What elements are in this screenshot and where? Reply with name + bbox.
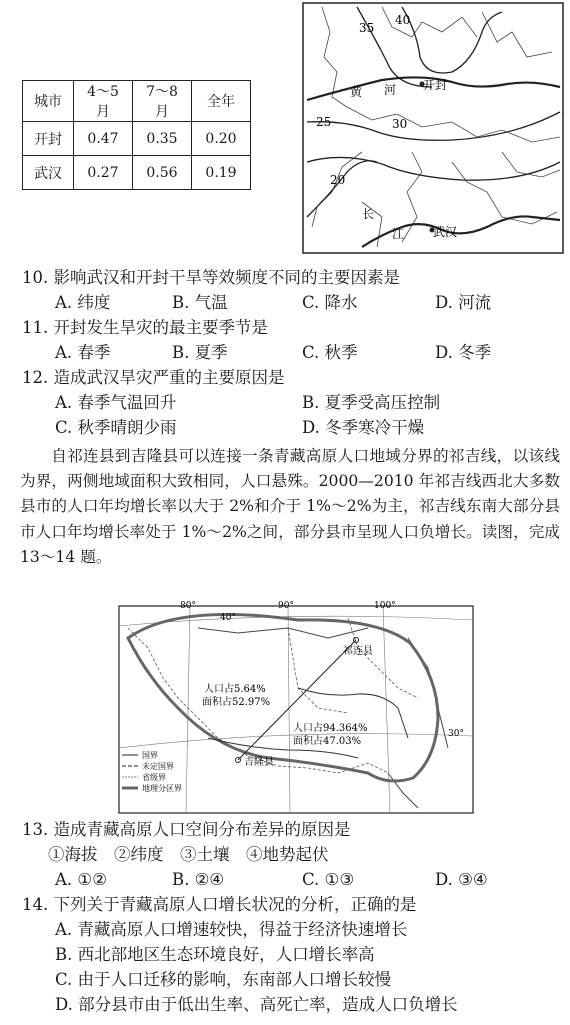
nw-population-share: 人口占5.64%	[204, 684, 266, 695]
q11-option-b[interactable]: B. 夏季	[172, 343, 228, 362]
q11-option-d[interactable]: D. 冬季	[435, 343, 492, 362]
contour-label: 20	[330, 173, 346, 187]
table-cell: 开封	[23, 122, 74, 156]
city-label-kaifeng: 开封	[423, 78, 448, 92]
table-header-row	[23, 81, 251, 122]
se-area-share: 面积占47.03%	[293, 736, 362, 747]
contour-label: 35	[359, 21, 375, 35]
contour-label: 40	[395, 13, 411, 27]
river-label: 黄	[350, 85, 363, 99]
question-13-stem: 13. 造成青藏高原人口空间分布差异的原因是	[22, 820, 351, 839]
q11-option-c[interactable]: C. 秋季	[302, 343, 358, 362]
table-cell: 0.19	[192, 156, 251, 190]
lon-label: 100°	[374, 601, 396, 611]
table-row	[23, 156, 251, 190]
legend-label: 国界	[142, 751, 158, 760]
contour-label: 30	[392, 117, 408, 131]
q13-option-a[interactable]: A. ①②	[55, 870, 107, 889]
legend-label: 地理分区界	[142, 784, 182, 793]
river-label: 江	[392, 227, 405, 241]
q13-option-c[interactable]: C. ①③	[302, 870, 355, 889]
table-cell: 0.56	[133, 156, 192, 190]
table-cell: 0.35	[133, 122, 192, 156]
q12-option-d[interactable]: D. 冬季寒冷干燥	[302, 418, 425, 437]
se-population-share: 人口占94.364%	[293, 723, 368, 734]
passage-text: 自祁连县到吉隆县可以连接一条青藏高原人口地域分界的祁吉线，以该线为界，两侧地域面积大致相同，人口悬殊。2000—2010 年祁吉线西北大多数县市的人口年均增长率以大于 2%和介于 1%～2%为主，祁吉线东南大部分县市人口年均增长率处于 1%～2%之间，部分县市呈现人口负增长。读图，完成 13～14 题。	[20, 447, 560, 566]
table-cell: 0.47	[74, 122, 133, 156]
lat-label: 30°	[448, 729, 464, 739]
city-label-qilian: 祁连县	[343, 646, 373, 657]
q12-option-b[interactable]: B. 夏季受高压控制	[302, 393, 441, 412]
river-label: 长	[362, 207, 375, 221]
q10-option-a[interactable]: A. 纬度	[55, 293, 111, 312]
q12-option-c[interactable]: C. 秋季晴朗少雨	[55, 418, 177, 437]
q14-option-d[interactable]: D. 部分县市由于低出生率、高死亡率，造成人口负增长	[55, 995, 458, 1014]
q14-option-b[interactable]: B. 西北部地区生态环境良好，人口增长率高	[55, 945, 375, 964]
qinghai-tibet-plateau-map	[118, 598, 474, 814]
nw-area-share: 面积占52.97%	[202, 697, 271, 708]
lon-label: 80°	[180, 601, 196, 611]
q13-option-b[interactable]: B. ②④	[172, 870, 225, 889]
q10-option-d[interactable]: D. 河流	[435, 293, 492, 312]
table-header: 全年	[192, 81, 251, 122]
q10-option-c[interactable]: C. 降水	[302, 293, 358, 312]
table-header: 4～5 月	[74, 81, 133, 122]
contour-label: 25	[316, 115, 332, 129]
q10-option-b[interactable]: B. 气温	[172, 293, 228, 312]
table-row	[23, 122, 251, 156]
question-14-stem: 14. 下列关于青藏高原人口增长状况的分析，正确的是	[22, 895, 417, 914]
river-label: 河	[384, 83, 397, 97]
legend-label: 省级界	[142, 773, 166, 782]
table-header: 7～8 月	[133, 81, 192, 122]
table-cell: 武汉	[23, 156, 74, 190]
drought-frequency-table	[22, 80, 251, 190]
question-11-stem: 11. 开封发生旱灾的最主要季节是	[22, 318, 268, 337]
legend-label: 未定国界	[142, 762, 174, 771]
q13-option-d[interactable]: D. ③④	[435, 870, 488, 889]
lon-label: 90°	[278, 601, 294, 611]
table-cell: 0.20	[192, 122, 251, 156]
q14-option-c[interactable]: C. 由于人口迁移的影响，东南部人口增长较慢	[55, 970, 392, 989]
table-header: 城市	[23, 81, 74, 122]
city-label-jilong: 吉隆县	[244, 757, 274, 768]
question-10-stem: 10. 影响武汉和开封干旱等效频度不同的主要因素是	[22, 268, 400, 287]
lat-label: 40°	[220, 613, 236, 623]
q13-items: ①海拔 ②纬度 ③土壤 ④地势起伏	[48, 845, 329, 864]
question-12-stem: 12. 造成武汉旱灾严重的主要原因是	[22, 368, 285, 387]
table-cell: 0.27	[74, 156, 133, 190]
q11-option-a[interactable]: A. 春季	[55, 343, 111, 362]
q12-option-a[interactable]: A. 春季气温回升	[55, 393, 177, 412]
city-label-wuhan: 武汉	[433, 225, 458, 239]
drought-contour-map	[302, 2, 564, 254]
q14-option-a[interactable]: A. 青藏高原人口增速较快，得益于经济快速增长	[55, 920, 408, 939]
